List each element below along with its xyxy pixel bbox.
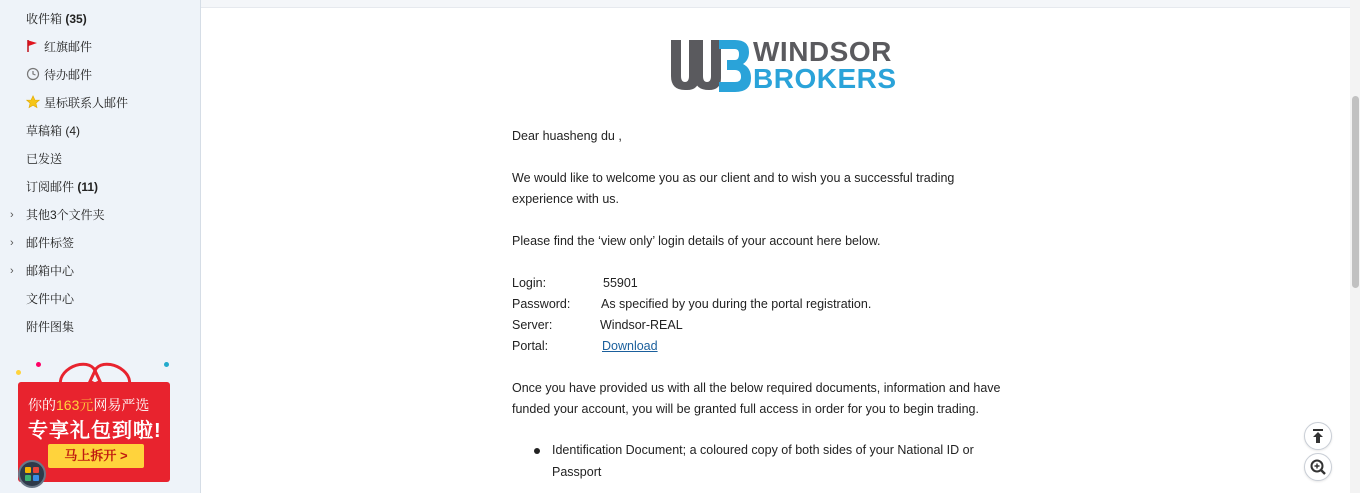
sidebar-item-attachments[interactable] (26, 317, 74, 337)
red-flag-icon (26, 39, 40, 53)
sidebar-item-todo[interactable] (26, 65, 92, 85)
confetti-decoration (36, 362, 41, 367)
clock-icon (26, 67, 40, 81)
mail-tags-label: 邮件标签 (26, 236, 75, 250)
todo-label: 待办邮件 (44, 68, 93, 82)
windsor-brokers-logo (667, 36, 897, 94)
promo-text: 你的 (28, 397, 56, 413)
logo-line-brokers: BROKERS (753, 63, 897, 94)
chevron-right-icon[interactable]: › (10, 265, 14, 277)
promo-text: 网易严选 (93, 397, 150, 413)
server-key: Server: (512, 318, 553, 332)
sidebar-item-file-center[interactable] (26, 289, 74, 309)
server-value: Windsor-REAL (600, 318, 683, 332)
scrollbar-thumb[interactable] (1352, 96, 1359, 288)
sidebar-item-flagged[interactable] (26, 37, 92, 57)
confetti-decoration (164, 362, 169, 367)
inbox-count: (35) (65, 12, 87, 26)
other-folders-label: 其他3个文件夹 (26, 208, 105, 222)
portal-key: Portal: (512, 339, 549, 353)
sidebar-item-sent[interactable] (26, 149, 62, 169)
promo-headline (28, 395, 149, 415)
documents-line-1: Once you have provided us with all the below required documents, information and have (512, 381, 1001, 395)
documents-line-2: funded your account, you will be granted full access in order for you to begin trading. (512, 402, 979, 416)
file-center-label: 文件中心 (26, 292, 75, 306)
sidebar-item-starred[interactable] (26, 93, 128, 113)
password-key: Password: (512, 297, 571, 311)
sidebar-item-mail-center[interactable] (10, 261, 75, 281)
bullet-1-line-1: Identification Document; a coloured copy of both sides of your National ID or (552, 443, 974, 457)
sent-label: 已发送 (26, 152, 63, 166)
portal-download-link[interactable]: Download (602, 339, 658, 353)
starred-label: 星标联系人邮件 (44, 96, 129, 110)
welcome-line-2: experience with us. (512, 192, 620, 206)
password-value: As specified by you during the portal registration. (601, 297, 872, 311)
star-icon (26, 95, 40, 109)
promo-subheadline: 专享礼包到啦! (28, 420, 162, 442)
logo-line-windsor: WINDSOR (753, 36, 892, 67)
chevron-right-icon[interactable]: › (10, 209, 14, 221)
sidebar-item-mail-tags[interactable] (10, 233, 75, 253)
subscriptions-count: (11) (77, 180, 99, 194)
subscriptions-label: 订阅邮件 (26, 180, 75, 194)
login-value: 55901 (603, 276, 638, 290)
promo-banner[interactable] (14, 360, 176, 485)
sidebar-item-inbox[interactable] (26, 9, 87, 29)
drafts-count: (4) (65, 124, 81, 138)
inbox-label: 收件箱 (26, 12, 63, 26)
zoom-button[interactable] (1304, 453, 1332, 481)
sidebar-item-drafts[interactable] (26, 121, 80, 141)
scroll-to-top-button[interactable] (1304, 422, 1332, 450)
bullet-point (534, 448, 540, 454)
app-grid-icon[interactable] (18, 460, 46, 488)
login-details-intro: Please find the ‘view only’ login details of your account here below. (512, 234, 881, 248)
promo-open-button[interactable]: 马上拆开 > (48, 444, 144, 468)
logo-wordmark (753, 38, 897, 92)
chevron-right-icon[interactable]: › (10, 237, 14, 249)
attachments-label: 附件图集 (26, 320, 75, 334)
reader-toolbar (201, 0, 1350, 8)
mail-center-label: 邮箱中心 (26, 264, 75, 278)
welcome-line-1: We would like to welcome you as our client and to wish you a successful trading (512, 171, 955, 185)
confetti-decoration (16, 370, 21, 375)
wb-logo-icon (667, 38, 751, 94)
bullet-1-line-2: Passport (552, 465, 602, 479)
flagged-label: 红旗邮件 (44, 40, 93, 54)
promo-amount: 163元 (56, 397, 94, 413)
back-to-top-icon (1305, 423, 1331, 449)
drafts-label: 草稿箱 (26, 124, 63, 138)
greeting: Dear huasheng du , (512, 129, 622, 143)
login-key: Login: (512, 276, 547, 290)
sidebar-item-other-folders[interactable] (10, 205, 105, 225)
sidebar-item-subscriptions[interactable] (26, 177, 98, 197)
zoom-in-icon (1305, 454, 1331, 480)
sidebar (0, 0, 201, 493)
